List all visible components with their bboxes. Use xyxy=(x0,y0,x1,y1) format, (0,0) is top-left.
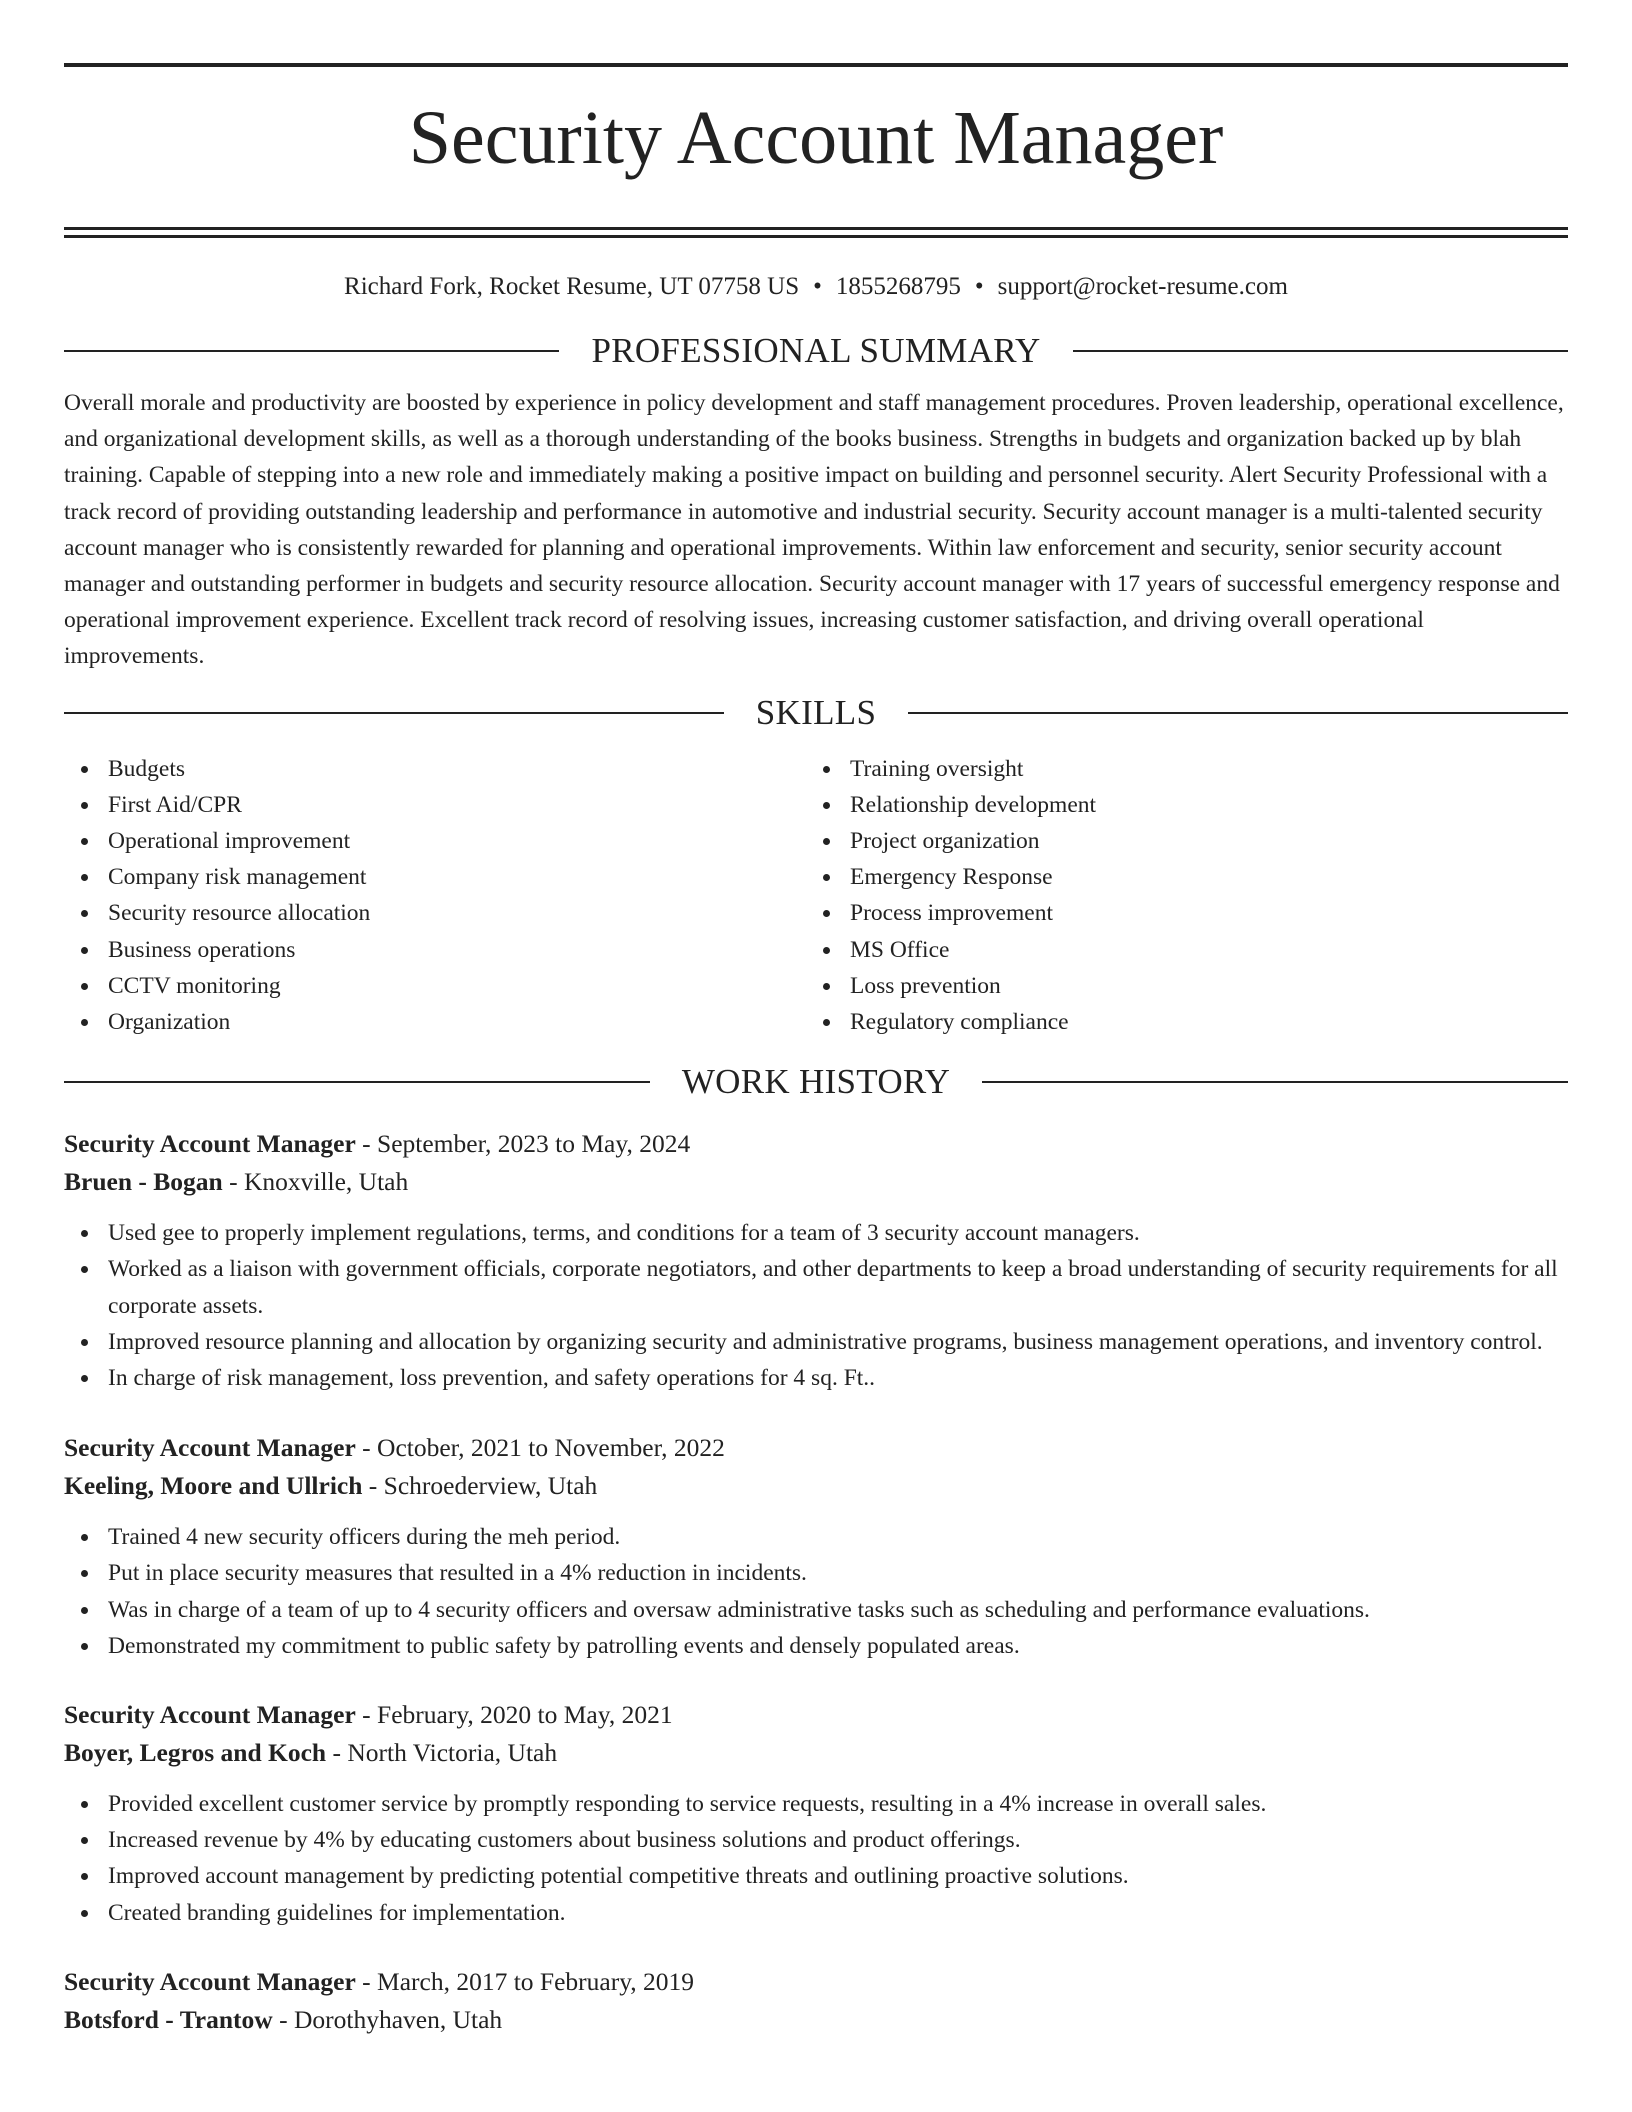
top-rule xyxy=(64,63,1568,67)
job-company: Botsford - Trantow xyxy=(64,2004,273,2034)
skill-item: Process improvement xyxy=(806,895,1548,931)
job-title-line xyxy=(64,1429,1568,1467)
job-dates: - February, 2020 to May, 2021 xyxy=(355,1699,673,1729)
section-heading-work-history xyxy=(64,1062,1568,1102)
job-title: Security Account Manager xyxy=(64,1966,356,1996)
heading-rule-right xyxy=(908,712,1568,714)
job-duty: Trained 4 new security officers during the meh period. xyxy=(64,1519,1568,1555)
job-title: Security Account Manager xyxy=(64,1699,356,1729)
skills-list xyxy=(64,751,1568,1041)
job-company-line xyxy=(64,1734,1568,1772)
job-duties xyxy=(64,1786,1568,1931)
heading-rule-left xyxy=(64,712,724,714)
skill-item: MS Office xyxy=(806,932,1548,968)
job-duty: Used gee to properly implement regulations, terms, and conditions for a team of 3 security account managers. xyxy=(64,1215,1568,1251)
skill-item: Budgets xyxy=(64,751,806,787)
job-company-line xyxy=(64,2001,1568,2039)
job-entry xyxy=(64,1125,1568,1396)
contact-phone: 1855268795 xyxy=(835,272,961,300)
job-duty: Created branding guidelines for implementation. xyxy=(64,1895,1568,1931)
job-duty: Was in charge of a team of up to 4 security officers and oversaw administrative tasks such as scheduling and performance evaluations. xyxy=(64,1592,1568,1628)
job-location: - Schroederview, Utah xyxy=(362,1471,598,1501)
skill-item: Training oversight xyxy=(806,751,1548,787)
section-heading-summary xyxy=(64,331,1568,371)
skill-item: Loss prevention xyxy=(806,968,1548,1004)
skill-item: Relationship development xyxy=(806,787,1548,823)
skill-item: First Aid/CPR xyxy=(64,787,806,823)
heading-rule-right xyxy=(1073,350,1568,352)
skill-item: CCTV monitoring xyxy=(64,968,806,1004)
job-title: Security Account Manager xyxy=(64,1433,356,1463)
resume-title: Security Account Manager xyxy=(408,96,1224,180)
contact-email: support@rocket-resume.com xyxy=(997,272,1288,300)
job-title-line xyxy=(64,1696,1568,1734)
skill-item: Regulatory compliance xyxy=(806,1004,1548,1040)
job-entry xyxy=(64,1696,1568,1931)
summary-text: Overall morale and productivity are boosted by experience in policy development and staff management procedures. Proven leadership, operational excellence, and organizational development skills, as well as a thorough understanding of the books business. Strengths in budgets and organization backed up by blah training. Capable of stepping into a new role and immediately making a positive impact on building and personnel security. Alert Security Professional with a track record of providing outstanding leadership and performance in automotive and industrial security. Security account manager is a multi-talented security account manager who is consistently rewarded for planning and operational improvements. Within law enforcement and security, senior security account manager and outstanding performer in budgets and security resource allocation. Security account manager with 17 years of successful emergency response and operational improvement experience. Excellent track record of resolving issues, increasing customer satisfaction, and driving overall operational improvements. xyxy=(64,389,1564,670)
skill-item: Organization xyxy=(64,1004,806,1040)
job-location: - Dorothyhaven, Utah xyxy=(272,2004,503,2034)
job-duty: Provided excellent customer service by promptly responding to service requests, resulting in a 4% increase in overall sales. xyxy=(64,1786,1568,1822)
job-duty: In charge of risk management, loss prevention, and safety operations for 4 sq. Ft.. xyxy=(64,1360,1568,1396)
contact-address: Richard Fork, Rocket Resume, UT 07758 US xyxy=(344,272,800,300)
job-company: Bruen - Bogan xyxy=(64,1167,223,1197)
job-location: - North Victoria, Utah xyxy=(326,1737,558,1767)
job-duty: Worked as a liaison with government officials, corporate negotiators, and other departments to keep a broad understanding of security requirements for all corporate assets. xyxy=(64,1251,1568,1323)
heading-rule-left xyxy=(64,1081,650,1083)
job-location: - Knoxville, Utah xyxy=(222,1167,409,1197)
contact-separator: • xyxy=(974,272,984,300)
job-dates: - October, 2021 to November, 2022 xyxy=(355,1433,725,1463)
contact-separator: • xyxy=(813,272,822,300)
skill-item: Security resource allocation xyxy=(64,895,806,931)
job-duty: Improved account management by predicting potential competitive threats and outlining proactive solutions. xyxy=(64,1858,1568,1894)
title-double-rule xyxy=(64,227,1568,238)
contact-line xyxy=(64,272,1568,302)
job-company-line xyxy=(64,1467,1568,1505)
job-duties xyxy=(64,1519,1568,1664)
section-heading-label: SKILLS xyxy=(755,692,877,732)
job-duty: Improved resource planning and allocation by organizing security and administrative programs, business management operations, and inventory control. xyxy=(64,1324,1568,1360)
job-duty: Put in place security measures that resulted in a 4% reduction in incidents. xyxy=(64,1555,1568,1591)
job-duty: Demonstrated my commitment to public safety by patrolling events and densely populated areas. xyxy=(64,1628,1568,1664)
job-title: Security Account Manager xyxy=(64,1129,356,1159)
job-entry xyxy=(64,1429,1568,1664)
skill-item: Business operations xyxy=(64,932,806,968)
resume-page xyxy=(64,0,1568,2039)
skill-item: Emergency Response xyxy=(806,859,1548,895)
job-company: Keeling, Moore and Ullrich xyxy=(64,1471,363,1501)
heading-rule-left xyxy=(64,350,559,352)
job-dates: - March, 2017 to February, 2019 xyxy=(355,1966,695,1996)
job-duties xyxy=(64,1215,1568,1396)
job-title-line xyxy=(64,1963,1568,2001)
job-dates: - September, 2023 to May, 2024 xyxy=(355,1129,691,1159)
section-heading-label: PROFESSIONAL SUMMARY xyxy=(591,330,1041,370)
skill-item: Operational improvement xyxy=(64,823,806,859)
skill-item: Project organization xyxy=(806,823,1548,859)
job-company: Boyer, Legros and Koch xyxy=(64,1737,327,1767)
skills-column-left xyxy=(64,751,806,1041)
heading-rule-right xyxy=(982,1081,1568,1083)
section-heading-skills xyxy=(64,693,1568,733)
job-entry xyxy=(64,1963,1568,2039)
job-title-line xyxy=(64,1125,1568,1163)
job-company-line xyxy=(64,1163,1568,1201)
skill-item: Company risk management xyxy=(64,859,806,895)
section-heading-label: WORK HISTORY xyxy=(681,1062,951,1102)
skills-column-right xyxy=(806,751,1548,1041)
job-duty: Increased revenue by 4% by educating customers about business solutions and product offerings. xyxy=(64,1822,1568,1858)
